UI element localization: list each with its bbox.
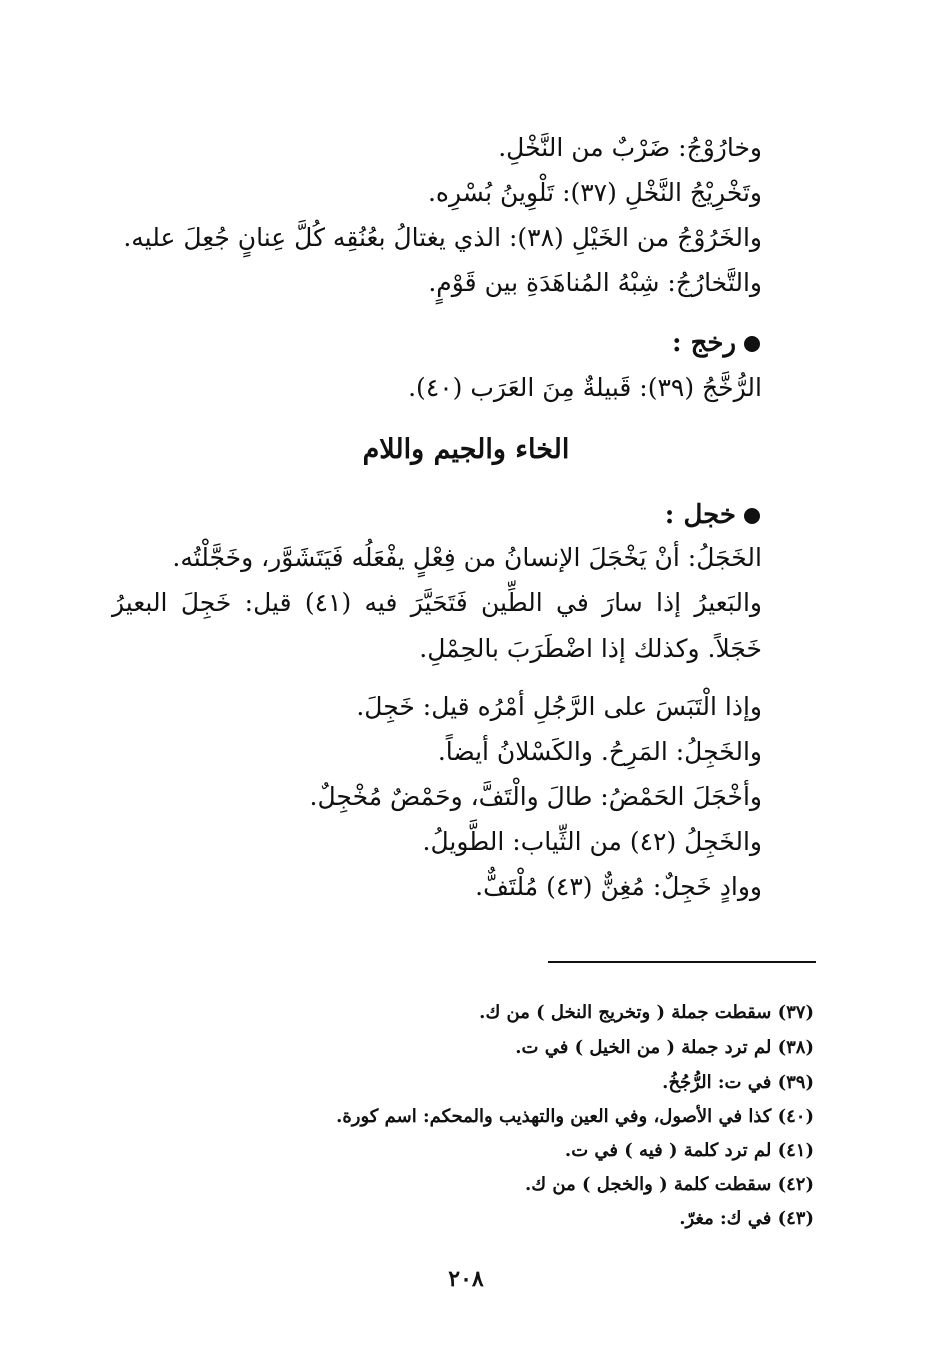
text-line-thiyab: والخَجِلُ (٤٢) من الثِّياب: الطَّويلُ. xyxy=(422,827,762,856)
text-line-takharuj: والتَّخارُجُ: شِبْهُ المُناهَدَةِ بين قَوْمٍ. xyxy=(428,268,762,297)
footnote-38: (٣٨) لم ترد جملة ( من الخيل ) في ت. xyxy=(515,1037,814,1058)
text-line-marih: والخَجِلُ: المَرِحُ. والكَسْلانُ أيضاً. xyxy=(437,737,762,766)
footnote-40: (٤٠) كذا في الأصول، وفي العين والتهذيب والمحكم: اسم كورة. xyxy=(336,1106,814,1127)
bullet-icon xyxy=(744,508,760,524)
footnote-37: (٣٧) سقطت جملة ( وتخريج النخل ) من ك. xyxy=(479,1002,814,1023)
section-title: الخاء والجيم واللام xyxy=(362,434,570,465)
text-line-kharuj: وخارُوْجُ: ضَرْبٌ من النَّخْلِ. xyxy=(498,133,762,162)
footnote-43: (٤٣) في ك: مغرّ. xyxy=(679,1208,814,1229)
text-line-wadin: ووادٍ خَجِلٌ: مُغِنٌّ (٤٣) مُلْتَفٌّ. xyxy=(475,872,762,901)
entry-heading-label: خجل : xyxy=(664,500,736,530)
text-para-baeer: والبَعيرُ إذا سارَ في الطِّين فَتَحَيَّرَ فيه (٤١) قيل: خَجِلَ البعيرُ خَجَلاً. وكذلك إذا اضْطَرَبَ بالحِمْلِ. xyxy=(112,588,762,663)
text-line-takhrij: وتَخْرِيْجُ النَّخْلِ (٣٧): تَلْوِينُ بُسْرِه. xyxy=(427,178,762,207)
footnote-39: (٣٩) في ت: الرُّجُخُ. xyxy=(662,1072,814,1093)
text-line-kharuj-khayl: والخَرُوْجُ من الخَيْلِ (٣٨): الذي يغتالُ بعُنُقِه كُلَّ عِنانٍ جُعِلَ عليه. xyxy=(123,223,762,252)
entry-heading-khjl xyxy=(665,498,760,532)
page-number: ٢٠٨ xyxy=(448,1266,484,1292)
footnote-separator xyxy=(548,961,816,963)
footnote-41: (٤١) لم ترد كلمة ( فيه ) في ت. xyxy=(564,1140,814,1161)
text-line-rukhkhaj: الرُّخَّجُ (٣٩): قَبيلةٌ مِنَ العَرَب (٤٠). xyxy=(408,373,762,402)
entry-heading-label: رخج : xyxy=(671,328,736,358)
text-line-khajal: الخَجَلُ: أنْ يَخْجَلَ الإنسانُ من فِعْلٍ يفْعَلُه فَيَتَشَوَّر، وخَجَّلْتُه. xyxy=(172,543,762,572)
footnote-42: (٤٢) سقطت كلمة ( والخجل ) من ك. xyxy=(525,1174,814,1195)
entry-heading-rkhj xyxy=(672,326,760,360)
text-line-iltabas: وإذا الْتَبَسَ على الرَّجُلِ أمْرُه قيل: خَجِلَ. xyxy=(356,692,762,721)
text-line-akhjal: وأخْجَلَ الحَمْضُ: طالَ والْتَفَّ، وحَمْضٌ مُخْجِلٌ. xyxy=(309,782,762,811)
bullet-icon xyxy=(744,336,760,352)
